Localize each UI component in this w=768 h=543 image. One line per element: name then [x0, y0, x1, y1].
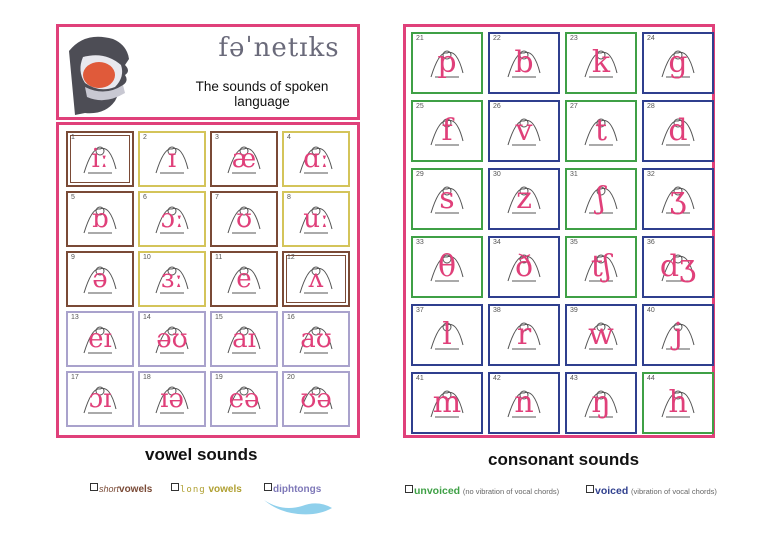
vowel-card[interactable]: [282, 251, 350, 307]
swoosh-highlight-icon: [262, 494, 334, 516]
phoneme-symbol: ʒ: [669, 181, 687, 216]
consonant-card[interactable]: [565, 100, 637, 162]
phoneme-symbol: əʊ: [156, 324, 188, 354]
vowel-card[interactable]: [138, 131, 206, 187]
consonant-card[interactable]: [488, 304, 560, 366]
consonant-card[interactable]: [565, 304, 637, 366]
card-number: 7: [215, 194, 219, 201]
phoneme-symbol: r: [516, 317, 532, 352]
phoneme-symbol: t: [594, 113, 608, 148]
vowel-card[interactable]: [138, 191, 206, 247]
phoneme-symbol: tʃ: [590, 249, 612, 284]
phoneme-symbol: e: [236, 264, 252, 294]
checkbox-icon: [90, 483, 98, 491]
consonant-card[interactable]: [642, 32, 714, 94]
vowel-card[interactable]: [66, 191, 134, 247]
consonant-card[interactable]: [411, 236, 483, 298]
card-number: 26: [493, 103, 501, 110]
card-number: 18: [143, 374, 151, 381]
vowel-sounds-label: vowel sounds: [145, 445, 258, 464]
vowel-card[interactable]: [282, 311, 350, 367]
checkbox-icon: [171, 483, 179, 491]
phoneme-symbol: ɒ: [91, 204, 109, 234]
phoneme-symbol: w: [588, 317, 614, 352]
phoneme-symbol: ɔː: [160, 204, 184, 234]
phoneme-symbol: m: [432, 385, 462, 420]
card-number: 39: [570, 307, 578, 314]
phoneme-symbol: ʌ: [308, 264, 324, 294]
card-number: 43: [570, 375, 578, 382]
legend-long-b: vowels: [208, 484, 242, 495]
legend-unvoiced-note: (no vibration of vocal chords): [462, 487, 560, 496]
page-subtitle: The sounds of spoken language: [195, 79, 329, 109]
card-number: 16: [287, 314, 295, 321]
card-number: 8: [287, 194, 291, 201]
card-number: 1: [71, 134, 75, 141]
card-number: 35: [570, 239, 578, 246]
legend-short-a: short: [99, 484, 120, 494]
legend-voiced-note: (vibration of vocal chords): [631, 487, 717, 496]
phoneme-symbol: l: [442, 317, 452, 352]
legend-short-vowels[interactable]: [90, 483, 152, 495]
phoneme-symbol: ɜː: [161, 264, 183, 294]
phoneme-symbol: ŋ: [591, 385, 611, 420]
phoneme-symbol: ð: [514, 249, 534, 284]
consonant-sounds-label: consonant sounds: [488, 450, 640, 469]
consonant-card[interactable]: [488, 100, 560, 162]
card-number: 20: [287, 374, 295, 381]
card-number: 40: [647, 307, 655, 314]
card-number: 23: [570, 35, 578, 42]
phoneme-symbol: ɔɪ: [88, 384, 112, 414]
consonant-card[interactable]: [565, 236, 637, 298]
legend-unvoiced-label: unvoiced: [414, 485, 461, 497]
phoneme-symbol: d: [668, 113, 688, 148]
consonant-grid: [411, 32, 714, 434]
card-number: 21: [416, 35, 424, 42]
vowel-card[interactable]: [66, 311, 134, 367]
vowel-card[interactable]: [210, 131, 278, 187]
phoneme-symbol: j: [673, 317, 683, 352]
head-profile-icon: [65, 31, 165, 115]
phoneme-symbol: v: [515, 113, 533, 148]
legend-unvoiced[interactable]: [405, 485, 559, 497]
card-number: 37: [416, 307, 424, 314]
phoneme-symbol: θ: [437, 249, 457, 284]
legend-short-b: vowels: [119, 484, 153, 495]
phoneme-symbol: iː: [91, 144, 109, 174]
consonant-card[interactable]: [488, 236, 560, 298]
consonant-card[interactable]: [642, 100, 714, 162]
vowel-card[interactable]: [210, 251, 278, 307]
consonant-card[interactable]: [642, 168, 714, 230]
phoneme-symbol: z: [516, 181, 532, 216]
card-number: 34: [493, 239, 501, 246]
card-number: 17: [71, 374, 79, 381]
vowel-card[interactable]: [210, 191, 278, 247]
phoneme-symbol: aʊ: [300, 324, 332, 354]
card-number: 24: [647, 35, 655, 42]
card-number: 25: [416, 103, 424, 110]
phoneme-symbol: ɑː: [303, 144, 329, 174]
consonant-card[interactable]: [411, 372, 483, 434]
card-number: 33: [416, 239, 424, 246]
vowel-card[interactable]: [282, 371, 350, 427]
phoneme-symbol: k: [591, 45, 611, 80]
consonant-card[interactable]: [642, 372, 714, 434]
consonant-card[interactable]: [411, 168, 483, 230]
card-number: 32: [647, 171, 655, 178]
card-number: 5: [71, 194, 75, 201]
vowel-card[interactable]: [66, 371, 134, 427]
phoneme-symbol: ɪ: [167, 144, 177, 174]
phoneme-symbol: s: [439, 181, 455, 216]
vowel-card[interactable]: [282, 191, 350, 247]
consonant-card[interactable]: [642, 304, 714, 366]
phoneme-symbol: f: [441, 113, 453, 148]
consonant-card[interactable]: [488, 372, 560, 434]
card-number: 9: [71, 254, 75, 261]
card-number: 28: [647, 103, 655, 110]
header-panel: [56, 24, 360, 120]
vowel-card[interactable]: [138, 311, 206, 367]
card-number: 38: [493, 307, 501, 314]
checkbox-icon: [405, 485, 413, 493]
consonant-card[interactable]: [411, 304, 483, 366]
vowel-grid: [66, 131, 350, 427]
phoneme-symbol: ɪə: [160, 384, 184, 414]
consonant-card[interactable]: [565, 168, 637, 230]
vowel-card[interactable]: [138, 251, 206, 307]
consonant-card[interactable]: [488, 32, 560, 94]
vowel-card[interactable]: [66, 131, 134, 187]
phoneme-symbol: n: [514, 385, 534, 420]
phoneme-symbol: æ: [231, 144, 257, 174]
phoneme-symbol: g: [668, 45, 688, 80]
card-number: 36: [647, 239, 655, 246]
card-number: 31: [570, 171, 578, 178]
card-number: 41: [416, 375, 424, 382]
card-number: 4: [287, 134, 291, 141]
page-title: fəˈnetɪks: [218, 33, 340, 63]
legend-diphthongs-label: diphtongs: [273, 484, 322, 495]
consonant-card[interactable]: [642, 236, 714, 298]
card-number: 10: [143, 254, 151, 261]
legend-long-vowels[interactable]: [171, 483, 242, 495]
consonant-card[interactable]: [488, 168, 560, 230]
phoneme-symbol: h: [668, 385, 688, 420]
card-number: 27: [570, 103, 578, 110]
card-number: 2: [143, 134, 147, 141]
checkbox-icon: [264, 483, 272, 491]
card-number: 22: [493, 35, 501, 42]
consonant-chart-panel: [403, 24, 715, 438]
vowel-card[interactable]: [138, 371, 206, 427]
card-number: 29: [416, 171, 424, 178]
phoneme-symbol: ʃ: [596, 181, 606, 216]
card-number: 30: [493, 171, 501, 178]
card-number: 44: [647, 375, 655, 382]
vowel-card[interactable]: [66, 251, 134, 307]
consonant-card[interactable]: [411, 100, 483, 162]
phoneme-symbol: eə: [228, 384, 260, 414]
phoneme-symbol: ʊə: [300, 384, 332, 414]
vowel-card[interactable]: [282, 131, 350, 187]
consonant-card[interactable]: [565, 32, 637, 94]
phoneme-symbol: eɪ: [88, 324, 112, 354]
card-number: 6: [143, 194, 147, 201]
card-number: 42: [493, 375, 501, 382]
card-number: 19: [215, 374, 223, 381]
vowel-card[interactable]: [210, 371, 278, 427]
phoneme-symbol: aɪ: [232, 324, 256, 354]
card-number: 15: [215, 314, 223, 321]
card-number: 12: [287, 254, 295, 261]
phoneme-symbol: ʊ: [235, 204, 253, 234]
phoneme-symbol: dʒ: [659, 249, 697, 284]
legend-long-a: long: [180, 485, 206, 495]
consonant-card[interactable]: [565, 372, 637, 434]
legend-voiced-label: voiced: [595, 485, 629, 497]
consonant-card[interactable]: [411, 32, 483, 94]
phoneme-symbol: b: [514, 45, 534, 80]
vowel-chart-panel: [56, 122, 360, 438]
card-number: 14: [143, 314, 151, 321]
phoneme-symbol: uː: [303, 204, 329, 234]
phoneme-symbol: p: [437, 45, 457, 80]
checkbox-icon: [586, 485, 594, 493]
phoneme-symbol: ə: [92, 264, 108, 294]
card-number: 3: [215, 134, 219, 141]
vowel-card[interactable]: [210, 311, 278, 367]
card-number: 13: [71, 314, 79, 321]
card-number: 11: [215, 254, 223, 261]
legend-voiced[interactable]: [586, 485, 717, 497]
